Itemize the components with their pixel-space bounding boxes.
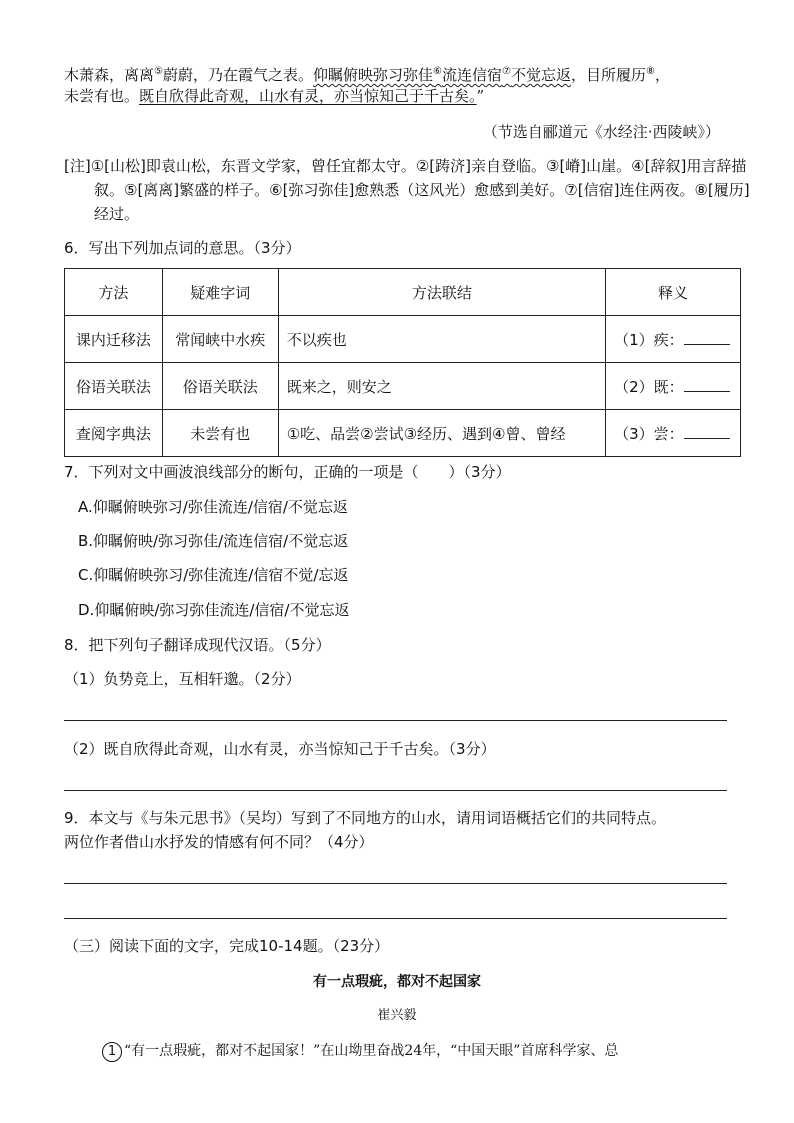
notes-line-3: 经过。 [94,205,140,223]
table-row [65,410,741,457]
answer-line[interactable] [64,883,727,884]
q8-stem: 8．把下列句子翻译成现代汉语。（5分） [64,636,331,654]
q8-sub2: （2）既自欣得此奇观，山水有灵，亦当惊知己于千古矣。（3分） [64,740,496,758]
notes-line-2: 叙。⑤[离离]繁盛的样子。⑥[弥习弥佳]愈熟悉（这风光）愈感到美好。⑦[信宿]连住两夜。⑧[履历] [94,181,750,199]
meaning-label: （3）尝： [614,424,684,443]
wavy-underlined-text: 不觉忘返 [510,66,571,84]
underlined-sentence: 既自欣得此奇观，山水有灵，亦当惊知己于千古矣。 [139,87,477,105]
answer-blank[interactable] [684,330,730,345]
passage-text: 木萧森，离离 [64,66,155,84]
meaning-label: （2）既： [614,377,684,396]
passage-text: ， [654,66,670,84]
answer-line[interactable] [64,790,727,791]
passage-line-2 [64,86,484,106]
passage-line-1 [64,62,670,85]
answer-blank[interactable] [684,377,730,392]
cell-meaning [606,316,741,363]
table-header-row [65,269,741,316]
q6-stem: 6．写出下列加点词的意思。（3分） [64,239,301,257]
header-meaning: 释义 [606,269,741,316]
note-marker: ⑤ [154,66,163,77]
answer-line[interactable] [64,720,727,721]
header-word: 疑难字词 [162,269,278,316]
section3-intro: （三）阅读下面的文字，完成10-14题。（23分） [64,937,390,955]
cell-method: 课内迁移法 [65,316,163,363]
article-paragraph-1 [102,1041,618,1062]
q6-table [64,268,741,457]
q7-stem: 7．下列对文中画波浪线部分的断句，正确的一项是（ ）（3分） [64,463,511,481]
note-marker: ⑥ [433,66,442,77]
cell-link: 不以疾也 [278,316,605,363]
notes-line-1: [注]①[山松]即袁山松，东晋文学家，曾任宜都太守。②[踌济]亲自登临。③[嵴]山崖。④[辞叙]用言辞描 [64,157,747,175]
passage-text: ，目所履历 [570,66,646,84]
cell-meaning [606,363,741,410]
header-method: 方法 [65,269,163,316]
q9-line-2: 两位作者借山水抒发的情感有何不同？（4分） [64,833,374,851]
cell-link: ①吃、品尝②尝试③经历、遇到④曾、曾经 [278,410,605,457]
wavy-underlined-text: 流连信宿 [441,66,502,84]
q7-option-d[interactable]: D.仰瞩俯映/弥习弥佳流连/信宿/不觉忘返 [78,601,350,619]
table-row [65,363,741,410]
paragraph-text: “有一点瑕疵，都对不起国家！”在山坳里奋战24年，“中国天眼”首席科学家、总 [124,1043,619,1059]
answer-blank[interactable] [684,424,730,439]
header-link: 方法联结 [278,269,605,316]
passage-source: （节选自郦道元《水经注·西陵峡》） [482,123,720,141]
cell-word: 俗语关联法 [162,363,278,410]
cell-word: 未尝有也 [162,410,278,457]
cell-method: 俗语关联法 [65,363,163,410]
cell-link: 既来之，则安之 [278,363,605,410]
q8-sub1: （1）负势竞上，互相轩邈。（2分） [64,670,301,688]
wavy-underlined-text: 仰瞩俯映弥习弥佳 [313,66,434,84]
cell-meaning [606,410,741,457]
article-title: 有一点瑕疵，都对不起国家 [313,974,481,990]
passage-text: 蔚蔚，乃在霞气之表。 [162,66,313,84]
q7-option-a[interactable]: A.仰瞩俯映弥习/弥佳流连/信宿/不觉忘返 [78,498,348,516]
note-marker: ⑦ [502,66,511,77]
q9-line-1: 9．本文与《与朱元思书》（吴均）写到了不同地方的山水，请用词语概括它们的共同特点。 [64,809,667,827]
meaning-label: （1）疾： [614,330,684,349]
table-row [65,316,741,363]
note-marker: ⑧ [646,66,655,77]
q7-option-c[interactable]: C.仰瞩俯映弥习/弥佳流连/信宿不觉/忘返 [78,566,349,584]
q7-option-b[interactable]: B.仰瞩俯映/弥习弥佳/流连信宿/不觉忘返 [78,532,349,550]
passage-text: 未尝有也。 [64,87,140,105]
paragraph-number: 1 [102,1042,122,1062]
answer-line[interactable] [64,918,727,919]
passage-text: ” [476,87,485,105]
article-author: 崔兴毅 [377,1008,417,1023]
cell-word: 常闻峡中水疾 [162,316,278,363]
cell-method: 查阅字典法 [65,410,163,457]
